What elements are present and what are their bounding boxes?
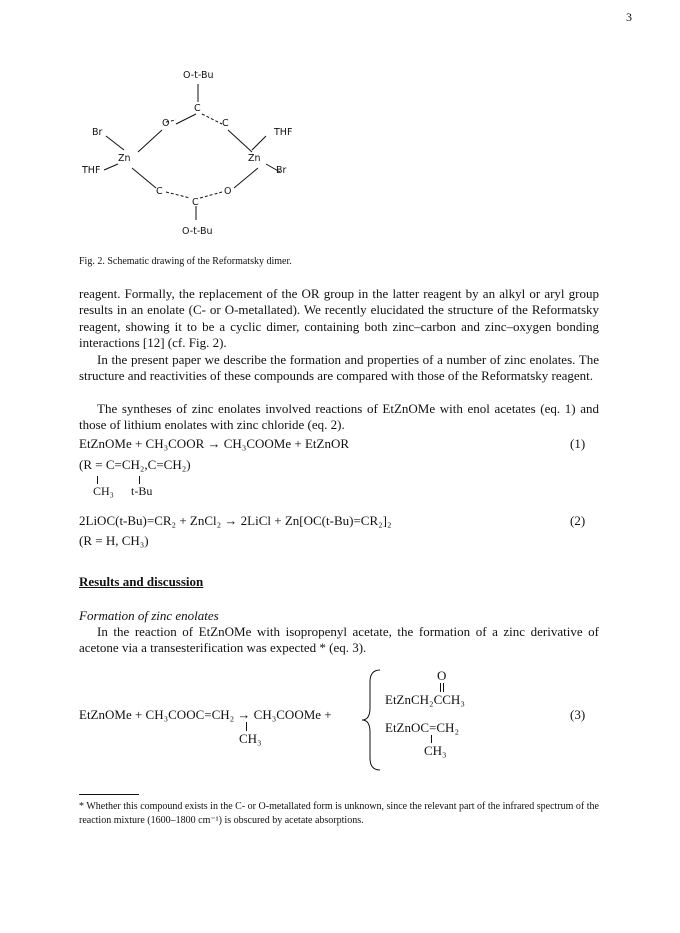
- fig-br-left: Br: [92, 127, 103, 138]
- fig-c-bottom2: C: [192, 197, 199, 208]
- fig-c-top: C: [194, 103, 201, 114]
- equation-2-condition: (R = H, CH₃): [79, 533, 149, 548]
- equation-1-condition: (R = C=CH₂,C=CH₂): [79, 457, 191, 472]
- page-number: 3: [626, 10, 632, 24]
- fig-zn-left: Zn: [118, 153, 131, 164]
- equation-3-left-sub: CH₃: [239, 731, 262, 746]
- equation-1: EtZnOMe + CH₃COOR → CH₃COOMe + EtZnOR: [79, 436, 350, 451]
- equation-2: 2LiOC(t-Bu)=CR₂ + ZnCl₂ → 2LiCl + Zn[OC(t-Bu)=CR₂]₂: [79, 513, 392, 528]
- eq1-branch-a: [97, 476, 98, 484]
- equation-3-top-product: EtZnCH₂CCH₃: [385, 692, 465, 707]
- paragraph-4: In the reaction of EtZnOMe with isopropenyl acetate, the formation of a zinc derivative of acetone via a transesterification was expected * (eq. 3).: [79, 624, 599, 656]
- fig-o-bottom: O: [224, 186, 232, 197]
- fig-o-top: O: [162, 118, 170, 129]
- reformatsky-dimer-figure: [80, 60, 340, 250]
- equation-3-bottom-sub: CH₃: [424, 743, 447, 758]
- paragraph-3: The syntheses of zinc enolates involved reactions of EtZnOMe with enol acetates (eq. 1) and those of lithium enolates with zinc chloride (eq. 2).: [79, 401, 599, 433]
- fig-bottom-group: O-t-Bu: [182, 226, 213, 237]
- fig-thf-left: THF: [82, 165, 101, 176]
- figure-caption: Fig. 2. Schematic drawing of the Reformatsky dimer.: [79, 256, 292, 267]
- footnote-rule: [79, 794, 139, 795]
- fig-thf-right: THF: [274, 127, 293, 138]
- curly-brace: [360, 668, 384, 772]
- equation-1-sub-b: t-Bu: [131, 484, 153, 498]
- paragraph-2: In the present paper we describe the formation and properties of a number of zinc enolates. The structure and reactivities of these compounds are compared with those of the Reformatsky reagent.: [79, 352, 599, 384]
- fig-br-right: Br: [276, 165, 287, 176]
- equation-3-number: (3): [570, 707, 586, 722]
- equation-3-top-o: O: [437, 668, 447, 683]
- eq1-branch-b: [139, 476, 140, 484]
- paragraph-1: reagent. Formally, the replacement of the OR group in the latter reagent by an alkyl or aryl group results in an enolate (C- or O-metallated). We recently elucidated the structure of the Reformatsky reagent, showing it to be a cyclic dimer, containing both zinc–carbon and zinc–oxygen bonding interactions [12] (cf. Fig. 2).: [79, 286, 599, 351]
- fig-c-bottom: C: [156, 186, 163, 197]
- fig-c-top2: C: [222, 118, 229, 129]
- equation-3-left: EtZnOMe + CH₃COOC=CH₂ → CH₃COOMe +: [79, 707, 332, 722]
- section-heading: Results and discussion: [79, 574, 204, 589]
- footnote: * Whether this compound exists in the C- or O-metallated form is unknown, since the relevant part of the infrared spectrum of the reaction mixture (1600–1800 cm⁻¹) is obscured by acetate absorptions.: [79, 801, 599, 826]
- equation-2-number: (2): [570, 513, 586, 528]
- equation-3-bottom-product: EtZnOC=CH₂: [385, 720, 459, 735]
- fig-top-group: O-t-Bu: [183, 70, 214, 81]
- equation-1-number: (1): [570, 436, 586, 451]
- eq3-double-bond: [440, 683, 444, 692]
- subsection-heading: Formation of zinc enolates: [79, 608, 219, 623]
- fig-zn-right: Zn: [248, 153, 261, 164]
- eq3-branch: [246, 722, 247, 731]
- equation-1-sub-a: CH₃: [93, 484, 114, 498]
- eq3-branch-2: [431, 735, 432, 743]
